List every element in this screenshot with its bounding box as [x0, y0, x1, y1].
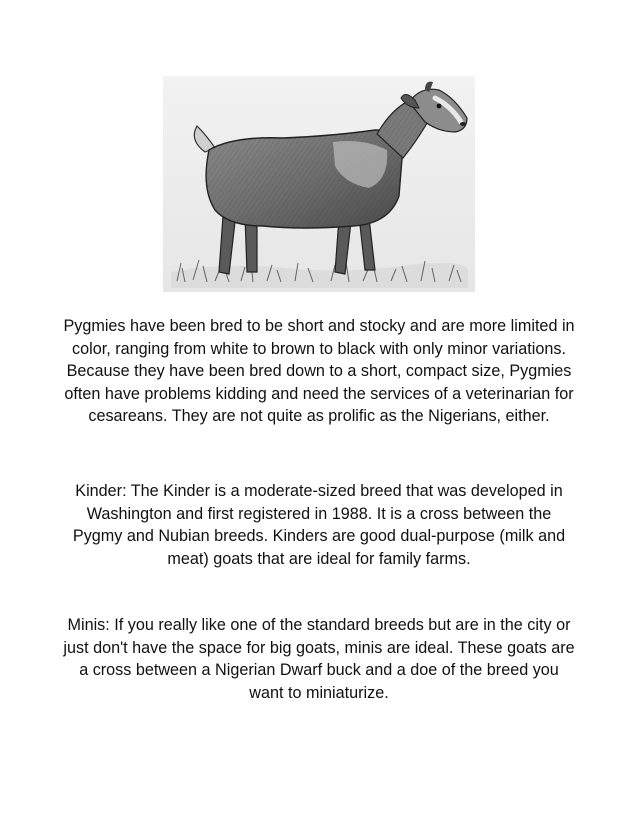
paragraph-minis: Minis: If you really like one of the standard breeds but are in the city or just don't have the space for big goats, minis are ideal. These goats are a cross between a Nigerian Dwarf buck and a doe of the breed you want to miniaturize. [63, 616, 575, 702]
goat-illustration [163, 76, 475, 292]
paragraph-kinder: Kinder: The Kinder is a moderate-sized breed that was developed in Washington and first registered in 1988. It is a cross between the Pygmy and Nubian breeds. Kinders are good dual-purpose (milk and meat) goats that are ideal for family farms. [72, 482, 566, 568]
goat-drawing [163, 76, 475, 292]
paragraph-pygmies: Pygmies have been bred to be short and stocky and are more limited in color, ranging from white to brown to black with only minor variations. Because they have been bred down to a short, compact size, Pygmies often have problems kidding and need the services of a veterinarian for cesareans. They are not quite as prolific as the Nigerians, either. [63, 317, 575, 426]
